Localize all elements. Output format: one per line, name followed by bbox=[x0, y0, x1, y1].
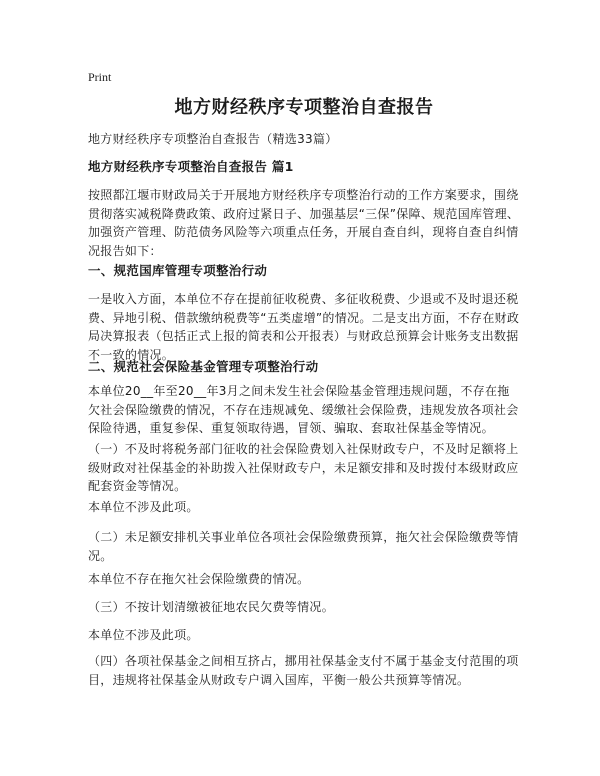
section2-item-4-question: （四）各项社保基金之间相互挤占，挪用社保基金支付不属于基金支付范围的项目，违规将社保基金从财政专户调入国库，平衡一般公共预算等情况。 bbox=[88, 654, 519, 687]
section2-body: 本单位20__年至20__年3月之间未发生社会保险基金管理违规问题，不存在拖欠社会保险缴费的情况，不存在违规减免、缓缴社会保险费，违规发放各项社会保险待遇，重复参保、重复领取待遇，冒领、骗取、套取社保基金等情况。 bbox=[88, 384, 519, 435]
intro-paragraph: 按照都江堰市财政局关于开展地方财经秩序专项整治行动的工作方案要求，围绕贯彻落实减税降费政策、政府过紧日子、加强基层“三保”保障、规范国库管理、加强资产管理、防范债务风险等六项重点任务，开展自查自纠，现将自查自纠情况报告如下： bbox=[88, 188, 520, 258]
section1-body: 一是收入方面，本单位不存在提前征收税费、多征收税费、少退或不及时退还税费、异地引税、借款缴纳税费等“五类虚增”的情况。二是支出方面，不存在财政局决算报表（包括正式上报的简表和公开报表）与财政总预算会计账务支出数据不一致的情况。 bbox=[88, 292, 520, 362]
document-subtitle: 地方财经秩序专项整治自查报告（精选33篇） bbox=[88, 132, 338, 146]
print-link[interactable]: Print bbox=[88, 70, 112, 84]
page-title: 地方财经秩序专项整治自查报告 bbox=[174, 97, 434, 118]
article-heading: 地方财经秩序专项整治自查报告 篇1 bbox=[88, 159, 294, 174]
section2-item-1-answer: 本单位不涉及此项。 bbox=[88, 500, 199, 514]
section2-item-2-answer: 本单位不存在拖欠社会保险缴费的情况。 bbox=[88, 572, 310, 586]
section1-heading: 一、规范国库管理专项整治行动 bbox=[88, 263, 268, 278]
section2-item-3-answer: 本单位不涉及此项。 bbox=[88, 628, 199, 642]
section2-heading: 二、规范社会保险基金管理专项整治行动 bbox=[88, 359, 319, 374]
section2-item-3-question: （三）不按计划清缴被征地农民欠费等情况。 bbox=[88, 600, 335, 614]
section2-item-1-question: （一）不及时将税务部门征收的社会保险费划入社保财政专户，不及时足额将上级财政对社保基金的补助拨入社保财政专户，未足额安排和及时拨付本级财政应配套资金等情况。 bbox=[88, 442, 519, 493]
section2-item-2-question: （二）未足额安排机关事业单位各项社会保险缴费预算，拖欠社会保险缴费等情况。 bbox=[88, 530, 519, 563]
